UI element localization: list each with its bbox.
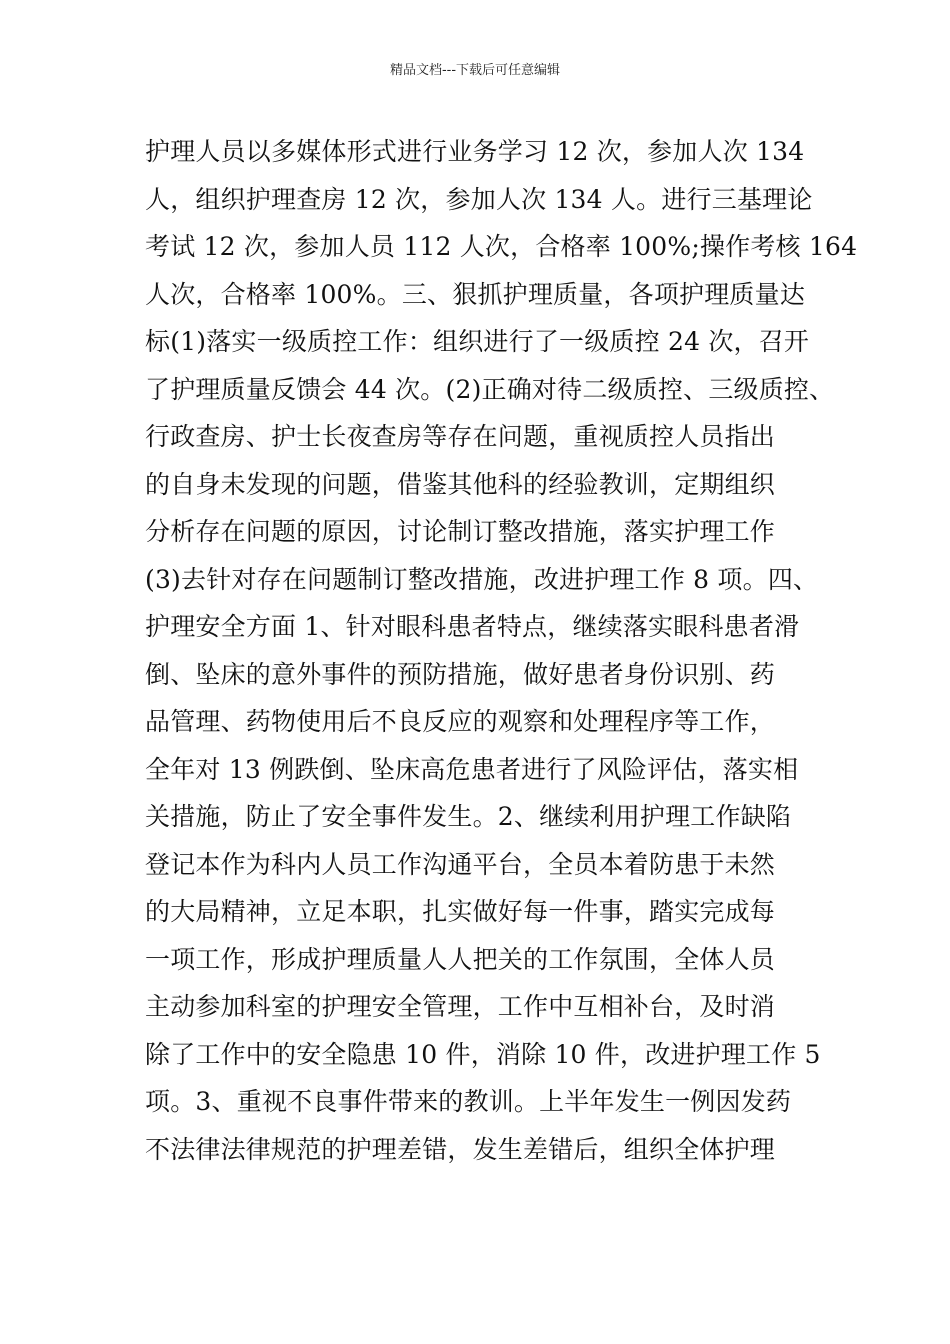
text-line: 护理安全方面 1、针对眼科患者特点，继续落实眼科患者滑 — [145, 612, 800, 641]
text-line: 品管理、药物使用后不良反应的观察和处理程序等工作， — [145, 707, 776, 736]
text-line: 登记本作为科内人员工作沟通平台，全员本着防患于未然 — [145, 849, 776, 879]
text-line: 不法律法律规范的护理差错，发生差错后，组织全体护理 — [145, 1134, 776, 1164]
text-line: 倒、坠床的意外事件的预防措施，做好患者身份识别、药 — [145, 659, 776, 689]
text-line: 考试 12 次，参加人员 112 人次，合格率 100%;操作考核 164 — [145, 232, 858, 261]
text-line: 分析存在问题的原因，讨论制订整改措施，落实护理工作 — [145, 517, 776, 546]
text-line: 主动参加科室的护理安全管理，工作中互相补台，及时消 — [145, 992, 776, 1021]
text-line: 的大局精神，立足本职，扎实做好每一件事，踏实完成每 — [145, 897, 776, 926]
text-line: 行政查房、护士长夜查房等存在问题，重视质控人员指出 — [145, 422, 776, 451]
text-line: 项。3、重视不良事件带来的教训。上半年发生一例因发药 — [145, 1087, 792, 1116]
page-header: 精品文档---下载后可任意编辑 — [389, 63, 561, 78]
text-line: 的自身未发现的问题，借鉴其他科的经验教训，定期组织 — [145, 469, 776, 499]
text-line: 除了工作中的安全隐患 10 件，消除 10 件，改进护理工作 5 — [145, 1039, 821, 1069]
body-text — [145, 128, 858, 1173]
text-line: 关措施，防止了安全事件发生。2、继续利用护理工作缺陷 — [145, 802, 792, 831]
text-line: (3)去针对存在问题制订整改措施，改进护理工作 8 项。四、 — [145, 564, 819, 594]
text-line: 全年对 13 例跌倒、坠床高危患者进行了风险评估，落实相 — [145, 754, 799, 784]
text-line: 护理人员以多媒体形式进行业务学习 12 次，参加人次 134 — [145, 137, 805, 166]
text-line: 人次，合格率 100%。三、狠抓护理质量，各项护理质量达 — [145, 279, 806, 309]
text-line: 一项工作，形成护理质量人人把关的工作氛围，全体人员 — [145, 944, 776, 974]
text-line: 人，组织护理查房 12 次，参加人次 134 人。进行三基理论 — [145, 184, 813, 214]
text-line: 了护理质量反馈会 44 次。(2)正确对待二级质控、三级质控、 — [145, 374, 835, 404]
text-line: 标(1)落实一级质控工作：组织进行了一级质控 24 次，召开 — [145, 327, 810, 356]
